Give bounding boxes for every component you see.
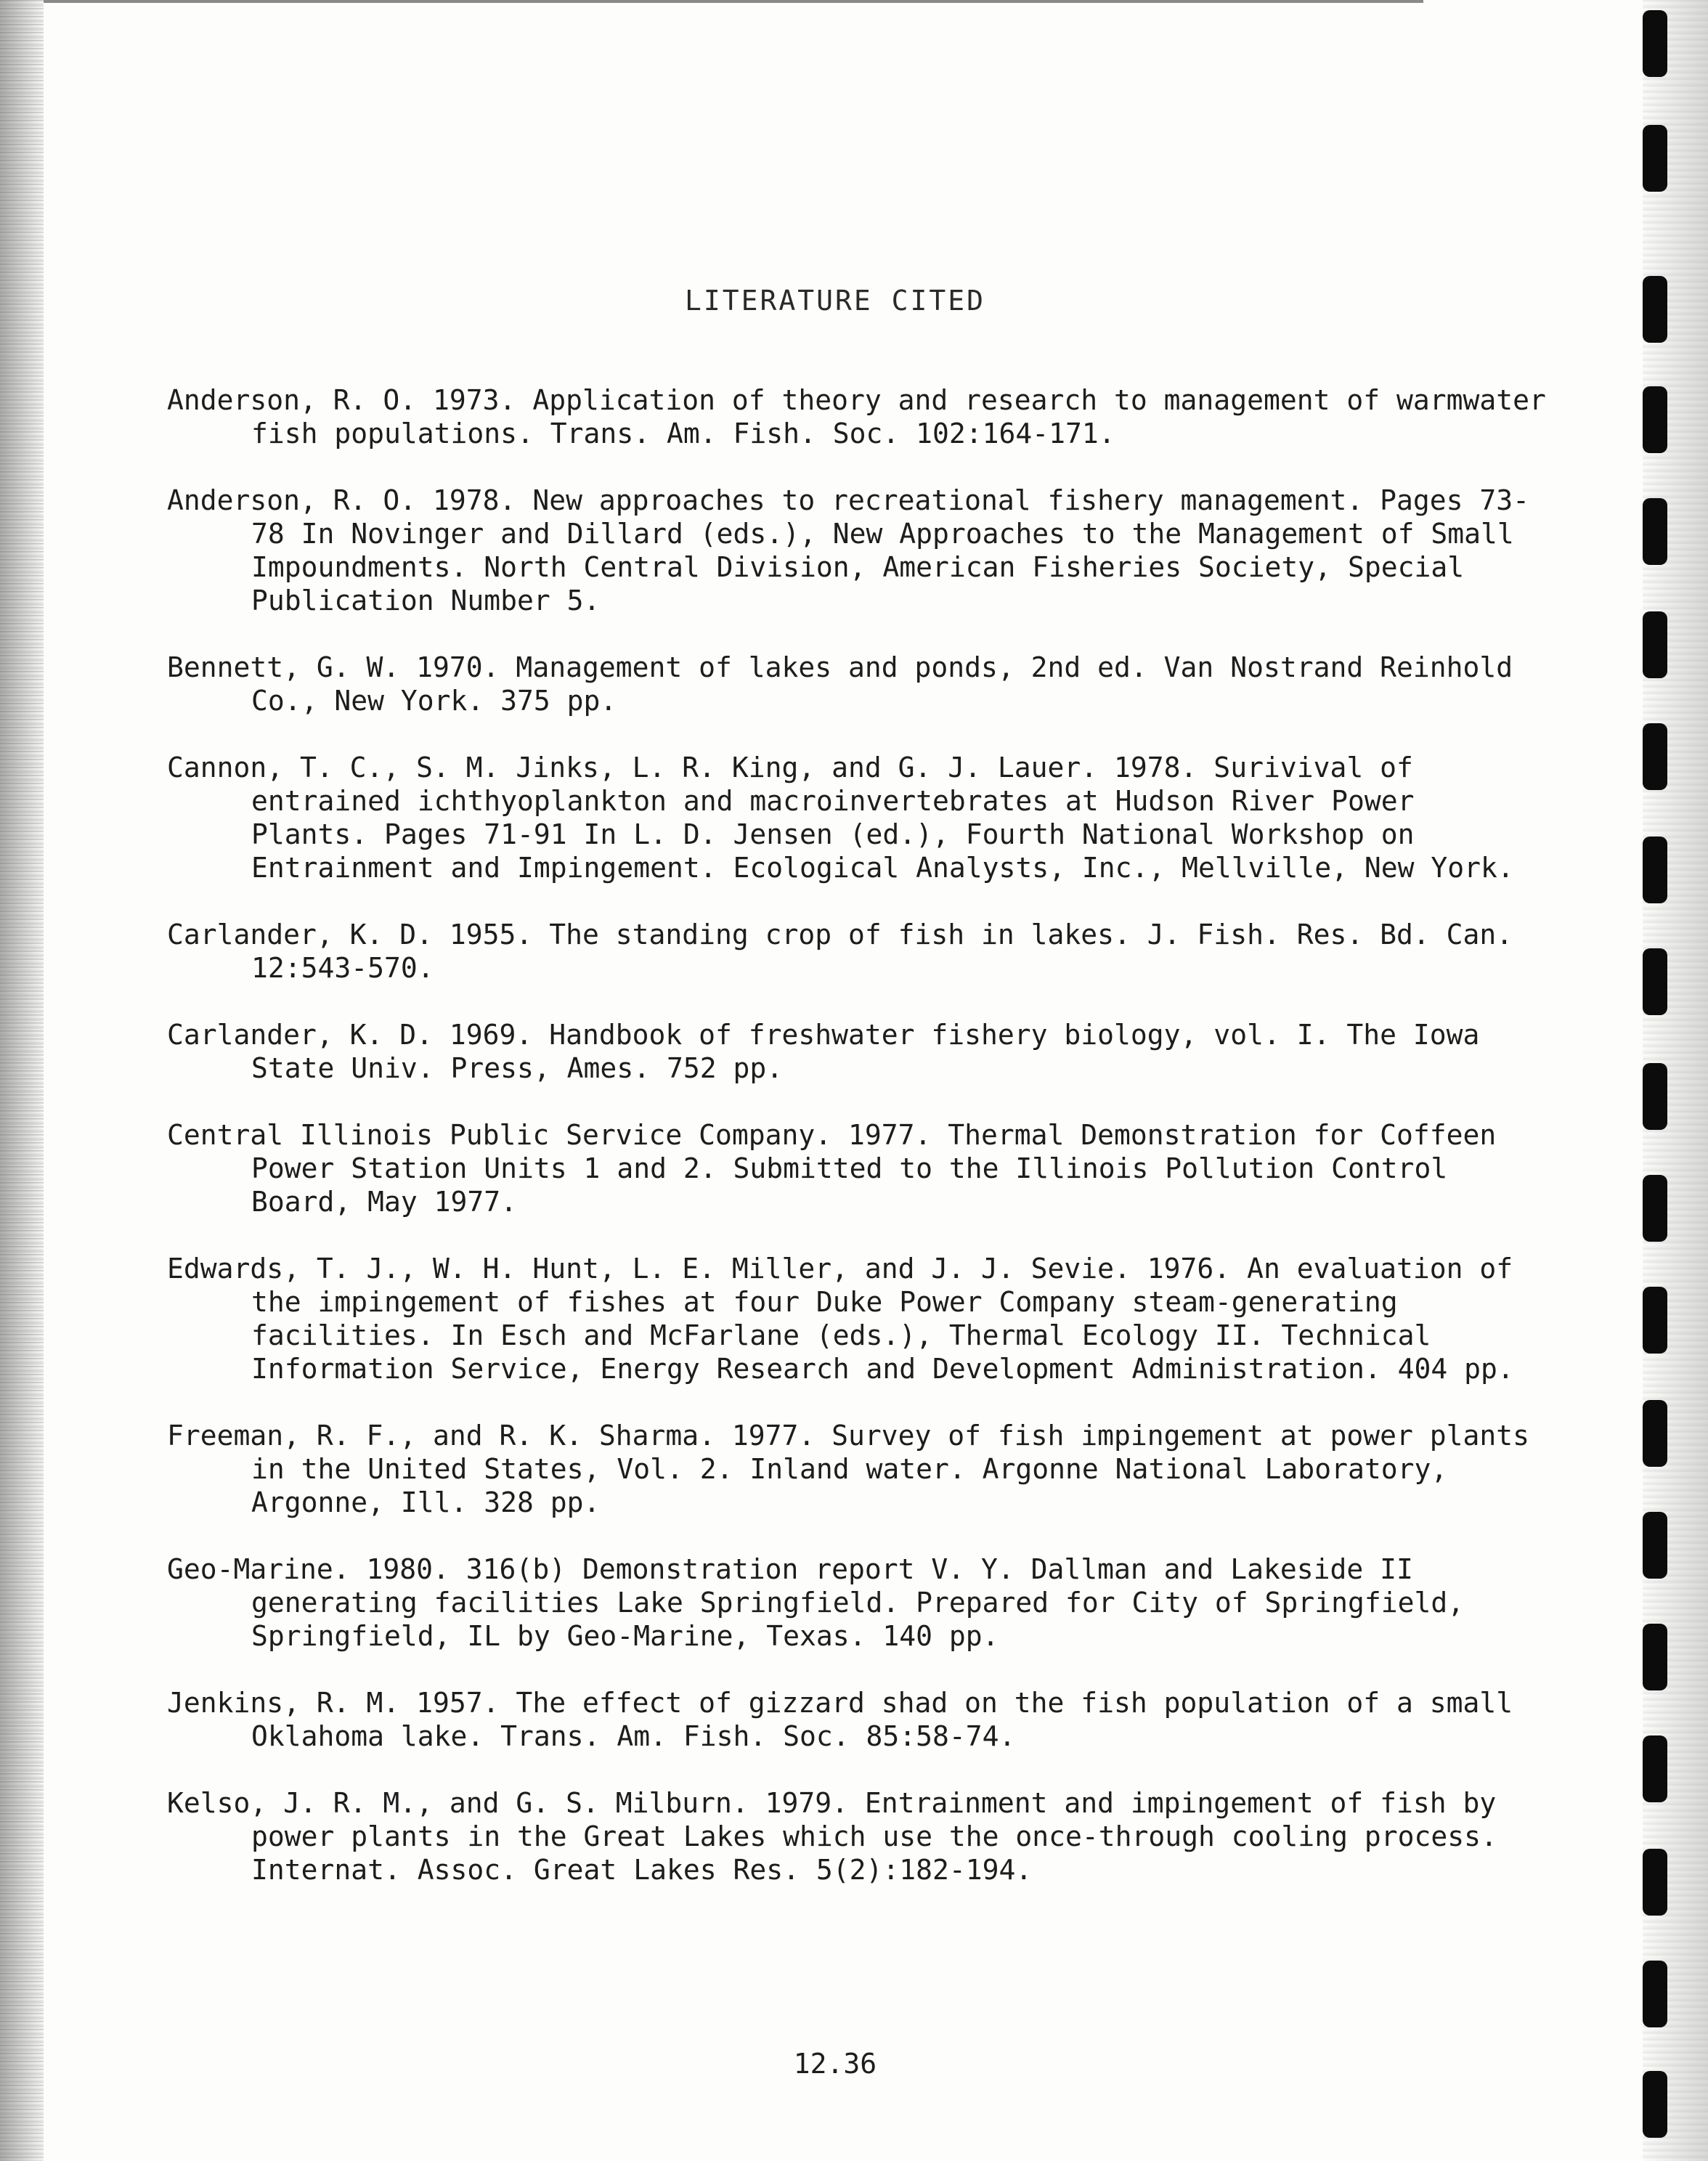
page-number: 12.36	[793, 2048, 877, 2080]
binding-hole	[1643, 1175, 1667, 1242]
reference-entry: Central Illinois Public Service Company. 1977. Thermal Demonstration for Coffeen Power Station Units 1 and 2. Submitted to the Illinois Pollution Control Board, May 1977.	[167, 1119, 1497, 1218]
binding-hole	[1643, 1287, 1667, 1354]
binding-hole	[1643, 10, 1667, 77]
reference-entry: Bennett, G. W. 1970. Management of lakes and ponds, 2nd ed. Van Nostrand Reinhold Co., New York. 375 pp.	[167, 651, 1513, 717]
reference-entry: Freeman, R. F., and R. K. Sharma. 1977. Survey of fish impingement at power plants in the United States, Vol. 2. Inland water. Argonne National Laboratory, Argonne, Ill. 328 pp.	[167, 1420, 1529, 1518]
reference-entry: Jenkins, R. M. 1957. The effect of gizzard shad on the fish population of a small Oklahoma lake. Trans. Am. Fish. Soc. 85:58-74.	[167, 1687, 1513, 1752]
reference-entry: Anderson, R. O. 1978. New approaches to recreational fishery management. Pages 73-78 In Novinger and Dillard (eds.), New Approaches to the Management of Small Impoundments. North Central Division, American Fisheries Society, Special Publication Number 5.	[167, 484, 1529, 616]
top-rule	[44, 0, 1423, 3]
binding-hole	[1643, 837, 1667, 903]
binding-hole	[1643, 948, 1667, 1015]
binding-hole	[1643, 125, 1667, 192]
binding-hole	[1643, 1063, 1667, 1130]
binding-hole	[1643, 386, 1667, 453]
reference-list	[167, 383, 1547, 1920]
binding-hole	[1643, 1624, 1667, 1690]
reference-entry: Carlander, K. D. 1969. Handbook of freshwater fishery biology, vol. I. The Iowa State Univ. Press, Ames. 752 pp.	[167, 1019, 1480, 1084]
reference-entry: Edwards, T. J., W. H. Hunt, L. E. Miller, and J. J. Sevie. 1976. An evaluation of the impingement of fishes at four Duke Power Company steam-generating facilities. In Esch and McFarlane (eds.), Thermal Ecology II. Technical Information Service, Energy Research and Development Administration. 404 pp.	[167, 1253, 1514, 1385]
page-title: LITERATURE CITED	[684, 285, 986, 317]
reference-entry: Cannon, T. C., S. M. Jinks, L. R. King, and G. J. Lauer. 1978. Surivival of entrained ichthyoplankton and macroinvertebrates at Hudson River Power Plants. Pages 71-91 In L. D. Jensen (ed.), Fourth National Workshop on Entrainment and Impingement. Ecological Analysts, Inc., Mellville, New York.	[167, 752, 1514, 884]
binding-hole	[1643, 2071, 1667, 2138]
binding-hole	[1643, 1512, 1667, 1579]
binding-holes	[1643, 0, 1667, 2161]
reference-entry: Geo-Marine. 1980. 316(b) Demonstration report V. Y. Dallman and Lakeside II generating facilities Lake Springfield. Prepared for City of Springfield, Springfield, IL by Geo-Marine, Texas. 140 pp.	[167, 1553, 1465, 1652]
binding-hole	[1643, 498, 1667, 565]
binding-hole	[1643, 611, 1667, 678]
binding-hole	[1643, 1849, 1667, 1916]
reference-entry: Anderson, R. O. 1973. Application of theory and research to management of warmwater fish populations. Trans. Am. Fish. Soc. 102:164-171.	[167, 384, 1546, 449]
reference-entry: Carlander, K. D. 1955. The standing crop of fish in lakes. J. Fish. Res. Bd. Can. 12:543-570.	[167, 919, 1513, 984]
binding-hole	[1643, 1735, 1667, 1802]
scan-edge-left	[0, 0, 44, 2161]
binding-hole	[1643, 1961, 1667, 2027]
binding-hole	[1643, 723, 1667, 790]
binding-hole	[1643, 1400, 1667, 1467]
reference-entry: Kelso, J. R. M., and G. S. Milburn. 1979. Entrainment and impingement of fish by power plants in the Great Lakes which use the once-through cooling process. Internat. Assoc. Great Lakes Res. 5(2):182-194.	[167, 1787, 1497, 1886]
